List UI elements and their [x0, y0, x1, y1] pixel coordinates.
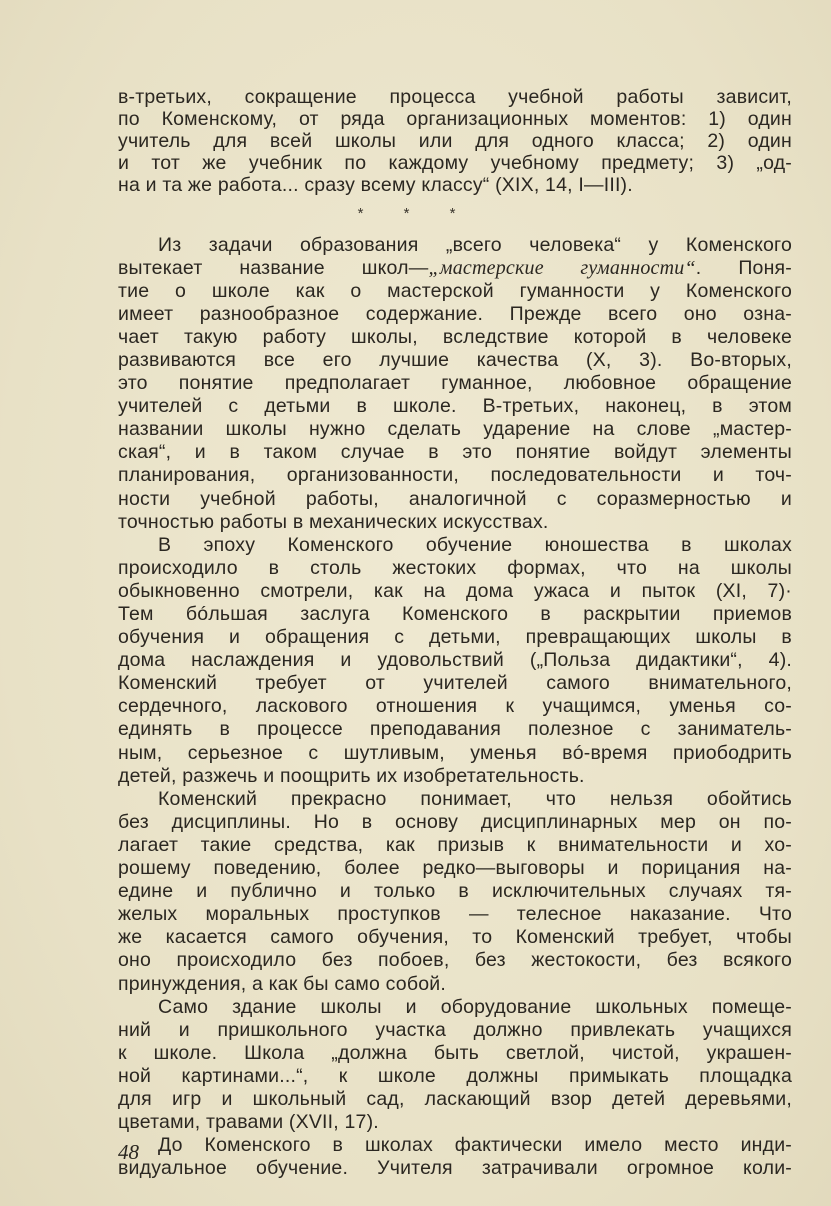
text-line: ская“, и в таком случае в это понятие войдут элементы — [118, 441, 792, 464]
text-line: тие о школе как о мастерской гуманности у Коменского — [118, 279, 792, 302]
text-line: принуждения, а как бы само собой. — [118, 972, 446, 995]
text-line: названии школы нужно сделать ударение на слове „мастер- — [118, 418, 792, 441]
text-line: Само здание школы и оборудование школьных помеще- — [158, 995, 792, 1018]
text-line: До Коменского в школах фактически имело место инди- — [158, 1134, 792, 1157]
text-line: и тот же учебник по каждому учебному предмету; 3) „од- — [118, 152, 792, 174]
text-line: желых моральных проступков — телесное наказание. Что — [118, 903, 792, 926]
text-line: точностью работы в механических искусствах. — [118, 510, 549, 533]
text-line: это понятие предполагает гуманное, любовное обращение — [118, 372, 792, 395]
text-line: видуальное обучение. Учителя затрачивали огромное коли- — [118, 1157, 792, 1180]
text-line: Коменский прекрасно понимает, что нельзя обойтись — [158, 787, 792, 810]
text-line: без дисциплины. Но в основу дисциплинарных мер он по- — [118, 810, 792, 833]
text-line: же касается самого обучения, то Коменский требует, чтобы — [118, 926, 792, 949]
text-line: обучения и обращения с детьми, превращающих школы в — [118, 626, 792, 649]
body-text — [118, 234, 792, 1181]
text-line: Тем бóльшая заслуга Коменского в раскрытии приемов — [118, 603, 792, 625]
section-separator: * * * — [357, 205, 474, 222]
text-line: детей, разжечь и поощрить их изобретательность. — [118, 764, 585, 787]
text-line: ным, серьезное с шутливым, уменья вó-время приободрить — [118, 741, 792, 764]
text-line — [118, 257, 792, 280]
text-line: для игр и школьный сад, ласкающий взор детей деревьями, — [118, 1087, 792, 1110]
text-line: учителей с детьми в школе. В-третьих, наконец, в этом — [118, 395, 792, 418]
text-line: планирования, организованности, последовательности и точ- — [118, 464, 792, 487]
text-line: обыкновенно смотрели, как на дома ужаса и пыток (XI, 7)· — [118, 579, 792, 602]
text-line: происходило в столь жестоких формах, что на школы — [118, 556, 792, 579]
text-line: в-третьих, сокращение процесса учебной работы зависит, — [118, 86, 792, 108]
text-line: ной картинами...“, к школе должны примыкать площадка — [118, 1064, 792, 1087]
text-line: развиваются все его лучшие качества (X, 3). Во-вторых, — [118, 348, 792, 371]
text-line: оно происходило без побоев, без жестокости, без всякого — [118, 949, 792, 972]
text-line: на и та же работа... сразу всему классу“ (XIX, 14, I—III). — [118, 174, 633, 196]
text-line: чает такую работу школы, вследствие которой в человеке — [118, 325, 792, 348]
text-line: Коменский требует от учителей самого внимательного, — [118, 672, 792, 695]
text-line: цветами, травами (XVII, 17). — [118, 1111, 379, 1134]
text-segment: вытекает название школ— — [118, 256, 429, 279]
text-line: рошему поведению, более редко—выговоры и порицания на- — [118, 857, 792, 880]
page-number: 48 — [118, 1140, 139, 1164]
text-line: к школе. Школа „должна быть светлой, чистой, украшен- — [118, 1041, 792, 1064]
text-line: по Коменскому, от ряда организационных моментов: 1) один — [118, 108, 792, 130]
text-line: В эпоху Коменского обучение юношества в школах — [158, 533, 792, 556]
text-line: единять в процессе преподавания полезное с заниматель- — [118, 718, 792, 741]
text-line: ности учебной работы, аналогичной с соразмерностью и — [118, 487, 792, 510]
text-line: едине и публично и только в исключительных случаях тя- — [118, 880, 792, 903]
text-line: учитель для всей школы или для одного класса; 2) один — [118, 130, 792, 152]
text-line: лагает такие средства, как призыв к внимательности и хо- — [118, 833, 792, 856]
text-line: дома наслаждения и удовольствий („Польза дидактики“, 4). — [118, 649, 792, 672]
text-line: ний и пришкольного участка должно привлекать учащихся — [118, 1018, 792, 1041]
text-segment: . Поня- — [695, 256, 793, 279]
text-line: Из задачи образования „всего человека“ у Коменского — [158, 233, 792, 256]
italic-phrase: „мастерские гуманности“ — [428, 256, 696, 279]
text-line: сердечного, ласкового отношения к учащимся, уменья со- — [118, 695, 792, 718]
text-line: имеет разнообразное содержание. Прежде всего оно озна- — [118, 302, 792, 325]
continued-paragraph — [118, 86, 792, 196]
